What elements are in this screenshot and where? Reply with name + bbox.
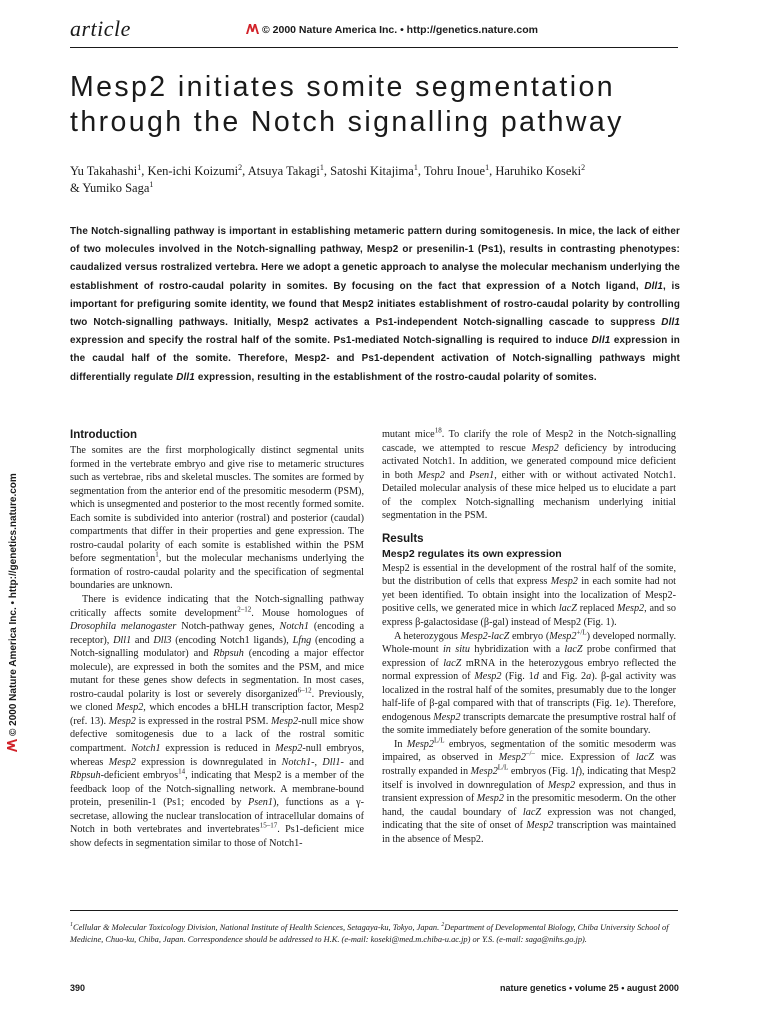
journal-info: nature genetics • volume 25 • august 2000	[500, 983, 679, 993]
page-number: 390	[70, 983, 86, 993]
copyright-text: © 2000 Nature America Inc. • http://genetics.nature.com	[262, 24, 538, 36]
paragraph: mutant mice$^{18}$. To clarify the role of Mesp2 in the Notch-signalling cascade, we attempted to rescue Mesp2 deficiency by introducing activated Notch1. In addition, we generated compound mice deficient in both Mesp2 and Psen1, either with or without activated Notch1. Detailed molecular analysis of these mice helped us to elucidate a part of the complex Notch-signalling mechanism underlying initial segmentation in the PSM.	[382, 426, 677, 522]
body-column-left	[70, 428, 364, 850]
paragraph: The somites are the first morphologically distinct segmental units formed in the vertebrate embryo and give rise to metameric structures such as vertebrae, ribs and skeletal muscles. The somites are formed by segmentation from the anterior end of the presomitic mesoderm (PSM), which is unsegmented and posterior to the most recently formed somite. Each somite is subdivided into anterior (rostral) and posterior (caudal) compartments that differ in their properties and gene expression. The rostro-caudal polarity of each somite is established within the PSM before segmentation$^1$, but the molecular mechanisms underlying the formation of rostro-caudal polarity and the specification of segmental boundaries are unknown.	[70, 445, 364, 592]
article-title: Mesp2 initiates somite segmentation through the Notch signalling pathway	[70, 71, 624, 138]
author-affiliation: 1	[485, 162, 490, 172]
subsection-heading: Mesp2 regulates its own expression	[382, 547, 562, 560]
author-name: Satoshi Kitajima	[330, 164, 414, 178]
paragraph: A heterozygous Mesp2-lacZ embryo $(Mesp2^{+/L})$ developed normally. Whole-mount in situ hybridization with a lacZ probe confirmed that expression of lacZ mRNA in the heterozygous embryo reflected the normal expression of Mesp2 (Fig. 1d and Fig. 2a). β-gal activity was localized in the rostral half of the somites, presumably due to the longer half-life of β-gal compared with that of transcripts (Fig. 1e). Therefore, endogenous Mesp2 transcripts demarcate the presumptive rostral half of the somite immediately before generation of the somite boundary.	[382, 628, 677, 737]
author-affiliation: 1	[413, 162, 418, 172]
body-column-right	[382, 428, 676, 846]
author-list: Yu Takahashi$^1$, Ken-ichi Koizumi$^2$, Atsuya Takagi$^1$, Satoshi Kitajima$^1$, Tohru Inoue$^1$, Haruhiko Koseki$^2$ & Yumiko Saga$^1$	[70, 162, 586, 195]
side-copyright	[7, 473, 19, 752]
author-affiliation: 2	[238, 162, 243, 172]
side-copyright-text: © 2000 Nature America Inc. • http://genetics.nature.com	[8, 473, 19, 736]
author-affiliation: 1	[319, 162, 324, 172]
npg-logo-icon	[246, 24, 259, 34]
section-heading-results: Results	[382, 532, 424, 545]
header-rule	[70, 47, 678, 48]
affiliations-footnote: $^1$Cellular & Molecular Toxicology Division, National Institute of Health Sciences, Setagaya-ku, Tokyo, Japan. $^2$Department of Developmental Biology, Chiba University School of Medicine, Chuo-ku, Chiba, Japan. Correspondence should be addressed to H.K. (e-mail: koseki@med.m.chiba-u.ac.jp) or Y.S. (e-mail: saga@nihs.go.jp).	[70, 922, 669, 944]
paragraph: There is evidence indicating that the Notch-signalling pathway critically affects somite development$^{2-12}$. Mouse homologues of Drosophila melanogaster Notch-pathway genes, Notch1 (encoding a receptor), Dll1 and Dll3 (encoding Notch1 ligands), Lfng (encoding a Notch-signalling modulator) and Rbpsuh (encoding a major effector molecule), are expressed in both the somites and the PSM, and mice mutant for these genes show defects in segmentation. In most cases, rostro-caudal polarity is lost or severely disorganized$^{6-12}$. Previously, we cloned Mesp2, which encodes a bHLH transcription factor, Mesp2 (ref. 13). Mesp2 is expressed in the rostral PSM. Mesp2-null mice show defective somitogenesis due to a lack of the rostral somitic compartment. Notch1 expression is reduced in Mesp2-null embryos, whereas Mesp2 expression is downregulated in Notch1-, Dll1- and Rbpsuh-deficient embryos$^{14}$, indicating that Mesp2 is a member of the feedback loop of the Notch-signalling network. A membrane-bound protein, presenilin-1 (Ps1; encoded by Psen1), functions as a γ-secretase, allowing the nuclear translocation of intracellular domains of Notch in both vertebrates and invertebrates$^{15-17}$. Ps1-deficient mice show defects in segmentation similar to those of Notch1-	[70, 594, 365, 849]
author-affiliation: 2	[581, 162, 586, 172]
author-name: Atsuya Takagi	[247, 164, 320, 178]
author-affiliation: 1	[149, 179, 154, 189]
paragraph: In $Mesp2^{L/L}$ embryos, segmentation of the somitic mesoderm was impaired, as observed in Mesp2–/– mice. Expression of lacZ was rostrally expanded in $Mesp2^{L/L}$ embryos (Fig. 1f), indicating that Mesp2 itself is involved in downregulation of Mesp2 expression, and thus in transient expression of Mesp2 in the presomitic mesoderm. On the other hand, the caudal boundary of lacZ expression was not changed, indicating that the site of onset of Mesp2 transcription was maintained in the absence of Mesp2.	[382, 736, 677, 845]
author-name: Ken-ichi Koizumi	[147, 164, 239, 178]
npg-logo-icon	[7, 739, 17, 752]
copyright-header	[246, 24, 538, 36]
section-label: article	[70, 16, 131, 41]
footnote-rule	[70, 910, 678, 911]
author-name: Yumiko Saga	[82, 181, 150, 195]
author-name: Tohru Inoue	[423, 164, 486, 178]
abstract: The Notch-signalling pathway is important in establishing metameric pattern during somitogenesis. In mice, the lack of either of two molecules involved in the Notch-signalling pathway, Mesp2 or presenilin-1 (Ps1), results in contrasting phenotypes: caudalized versus rostralized vertebra. Here we adopt a genetic approach to analyse the molecular mechanism underlying the establishment of rostro-caudal polarity in somites. By focusing on the fact that expression of a Notch ligand, Dll1, is important for prefiguring somite identity, we found that Mesp2 initiates establishment of rostro-caudal polarity by controlling two Notch-signalling pathways. Initially, Mesp2 activates a Ps1-independent Notch-signalling cascade to suppress Dll1 expression and specify the rostral half of the somite. Ps1-mediated Notch-signalling is required to induce Dll1 expression in the caudal half of the somite. Therefore, Mesp2- and Ps1-dependent activation of Notch-signalling pathways might differentially regulate Dll1 expression, resulting in the establishment of the rostro-caudal polarity of somites.	[70, 226, 680, 383]
author-affiliation: 1	[137, 162, 142, 172]
paragraph: Mesp2 is essential in the development of the rostral half of the somite, but the distribution of cells that express Mesp2 in each somite had not yet been identified. To obtain insight into the localization of Mesp2-positive cells, we generated mice in which lacZ replaced Mesp2, and so express β-galactosidase (β-gal) instead of Mesp2 (Fig. 1).	[382, 562, 676, 629]
author-name: Yu Takahashi	[70, 164, 138, 178]
section-heading-introduction: Introduction	[70, 429, 138, 441]
author-name: Haruhiko Koseki	[495, 164, 582, 178]
